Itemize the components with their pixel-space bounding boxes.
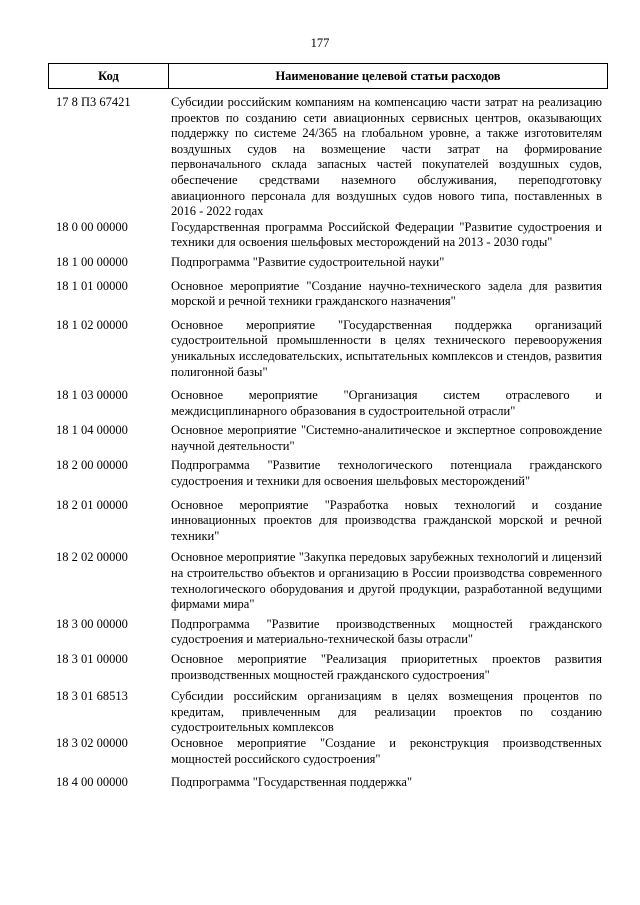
row-code: 18 0 00 00000 bbox=[56, 219, 128, 234]
row-code: 17 8 П3 67421 bbox=[56, 95, 131, 109]
row-name: Субсидии российским компаниям на компенсацию части затрат на реализацию проектов по созданию сети авиационных сервисных центров, оказывающих поддержку по системе 24/365 на глобальном уровне, а также изготовителям воздушных судов на возмещение части затрат на формирование первоначального склада запасных частей покупателей воздушных судов, обеспечение средствами наземного обслуживания, переподготовку авиационного персонала для воздушных судов нового типа, поставленных в 2016 - 2022 годах bbox=[171, 95, 602, 219]
row-name: Основное мероприятие "Системно-аналитическое и экспертное сопровождение научной деятельности" bbox=[171, 423, 602, 453]
table-row bbox=[48, 498, 608, 545]
row-name: Основное мероприятие "Государственная поддержка организаций судостроительной промышленности в целях технического перевооружения уникальных исследовательских, испытательных комплексов и стендов, развития полигонной базы" bbox=[171, 317, 602, 379]
row-code: 18 2 02 00000 bbox=[56, 550, 128, 565]
row-code: 18 3 01 00000 bbox=[56, 652, 128, 666]
table-row bbox=[48, 458, 608, 489]
row-code: 18 1 02 00000 bbox=[56, 317, 128, 332]
row-name: Основное мероприятие "Реализация приоритетных проектов развития производственных мощностей гражданского судостроения" bbox=[171, 652, 602, 682]
table-row bbox=[48, 423, 608, 454]
table-row bbox=[48, 617, 608, 648]
table-row bbox=[48, 279, 608, 310]
page-number: 177 bbox=[310, 36, 330, 50]
table-row bbox=[48, 388, 608, 419]
row-code: 18 2 01 00000 bbox=[56, 497, 128, 512]
row-name: Подпрограмма "Развитие технологического потенциала гражданского судостроения и техники для освоения шельфовых месторождений" bbox=[171, 458, 602, 489]
table-row bbox=[48, 652, 608, 683]
table-row bbox=[48, 255, 608, 271]
row-code: 18 1 03 00000 bbox=[56, 388, 128, 403]
row-name: Основное мероприятие "Создание научно-технического задела для развития морской и речной техники гражданского назначения" bbox=[171, 278, 602, 309]
row-name: Субсидии российским организациям в целях возмещения процентов по кредитам, привлеченным для реализации проектов по созданию судостроительных комплексов bbox=[171, 689, 602, 735]
row-name: Подпрограмма "Развитие производственных мощностей гражданского судостроения и материально-технической базы отрасли" bbox=[171, 616, 602, 647]
table-header bbox=[48, 63, 608, 89]
table-row bbox=[48, 220, 608, 251]
row-name: Основное мероприятие "Разработка новых технологий и создание инновационных проектов для производства гражданской морской и речной техники" bbox=[171, 497, 602, 543]
header-name: Наименование целевой статьи расходов bbox=[275, 68, 501, 83]
header-code: Код bbox=[49, 64, 169, 88]
table-row bbox=[48, 318, 608, 380]
table-row bbox=[48, 550, 608, 612]
row-code: 18 1 04 00000 bbox=[56, 423, 128, 438]
row-code: 18 1 01 00000 bbox=[56, 278, 128, 293]
row-code: 18 3 00 00000 bbox=[56, 616, 128, 631]
row-name: Основное мероприятие "Организация систем отраслевого и междисциплинарного образования в судостроительной отрасли" bbox=[171, 388, 602, 418]
table-row bbox=[48, 95, 608, 220]
row-code: 18 4 00 00000 bbox=[56, 775, 128, 790]
table-rows bbox=[48, 95, 608, 791]
row-name: Подпрограмма "Развитие судостроительной науки" bbox=[171, 254, 445, 269]
row-name: Основное мероприятие "Создание и реконструкция производственных мощностей российского судостроения" bbox=[171, 735, 602, 766]
row-name: Государственная программа Российской Федерации "Развитие судостроения и техники для освоения шельфовых месторождений на 2013 - 2030 годы" bbox=[171, 219, 602, 250]
row-code: 18 3 01 68513 bbox=[56, 689, 128, 704]
row-code: 18 3 02 00000 bbox=[56, 735, 128, 750]
row-name: Подпрограмма "Государственная поддержка" bbox=[171, 775, 413, 790]
budget-items-table bbox=[48, 63, 608, 791]
table-row bbox=[48, 689, 608, 736]
row-name: Основное мероприятие "Закупка передовых зарубежных технологий и лицензий на строительство объектов и организацию в России производства современного технологического оборудования и другой продукции, разработанной ведущими фирмами мира" bbox=[171, 550, 602, 612]
table-row bbox=[48, 775, 608, 791]
row-code: 18 1 00 00000 bbox=[56, 254, 128, 269]
table-row bbox=[48, 736, 608, 767]
row-code: 18 2 00 00000 bbox=[56, 458, 128, 473]
